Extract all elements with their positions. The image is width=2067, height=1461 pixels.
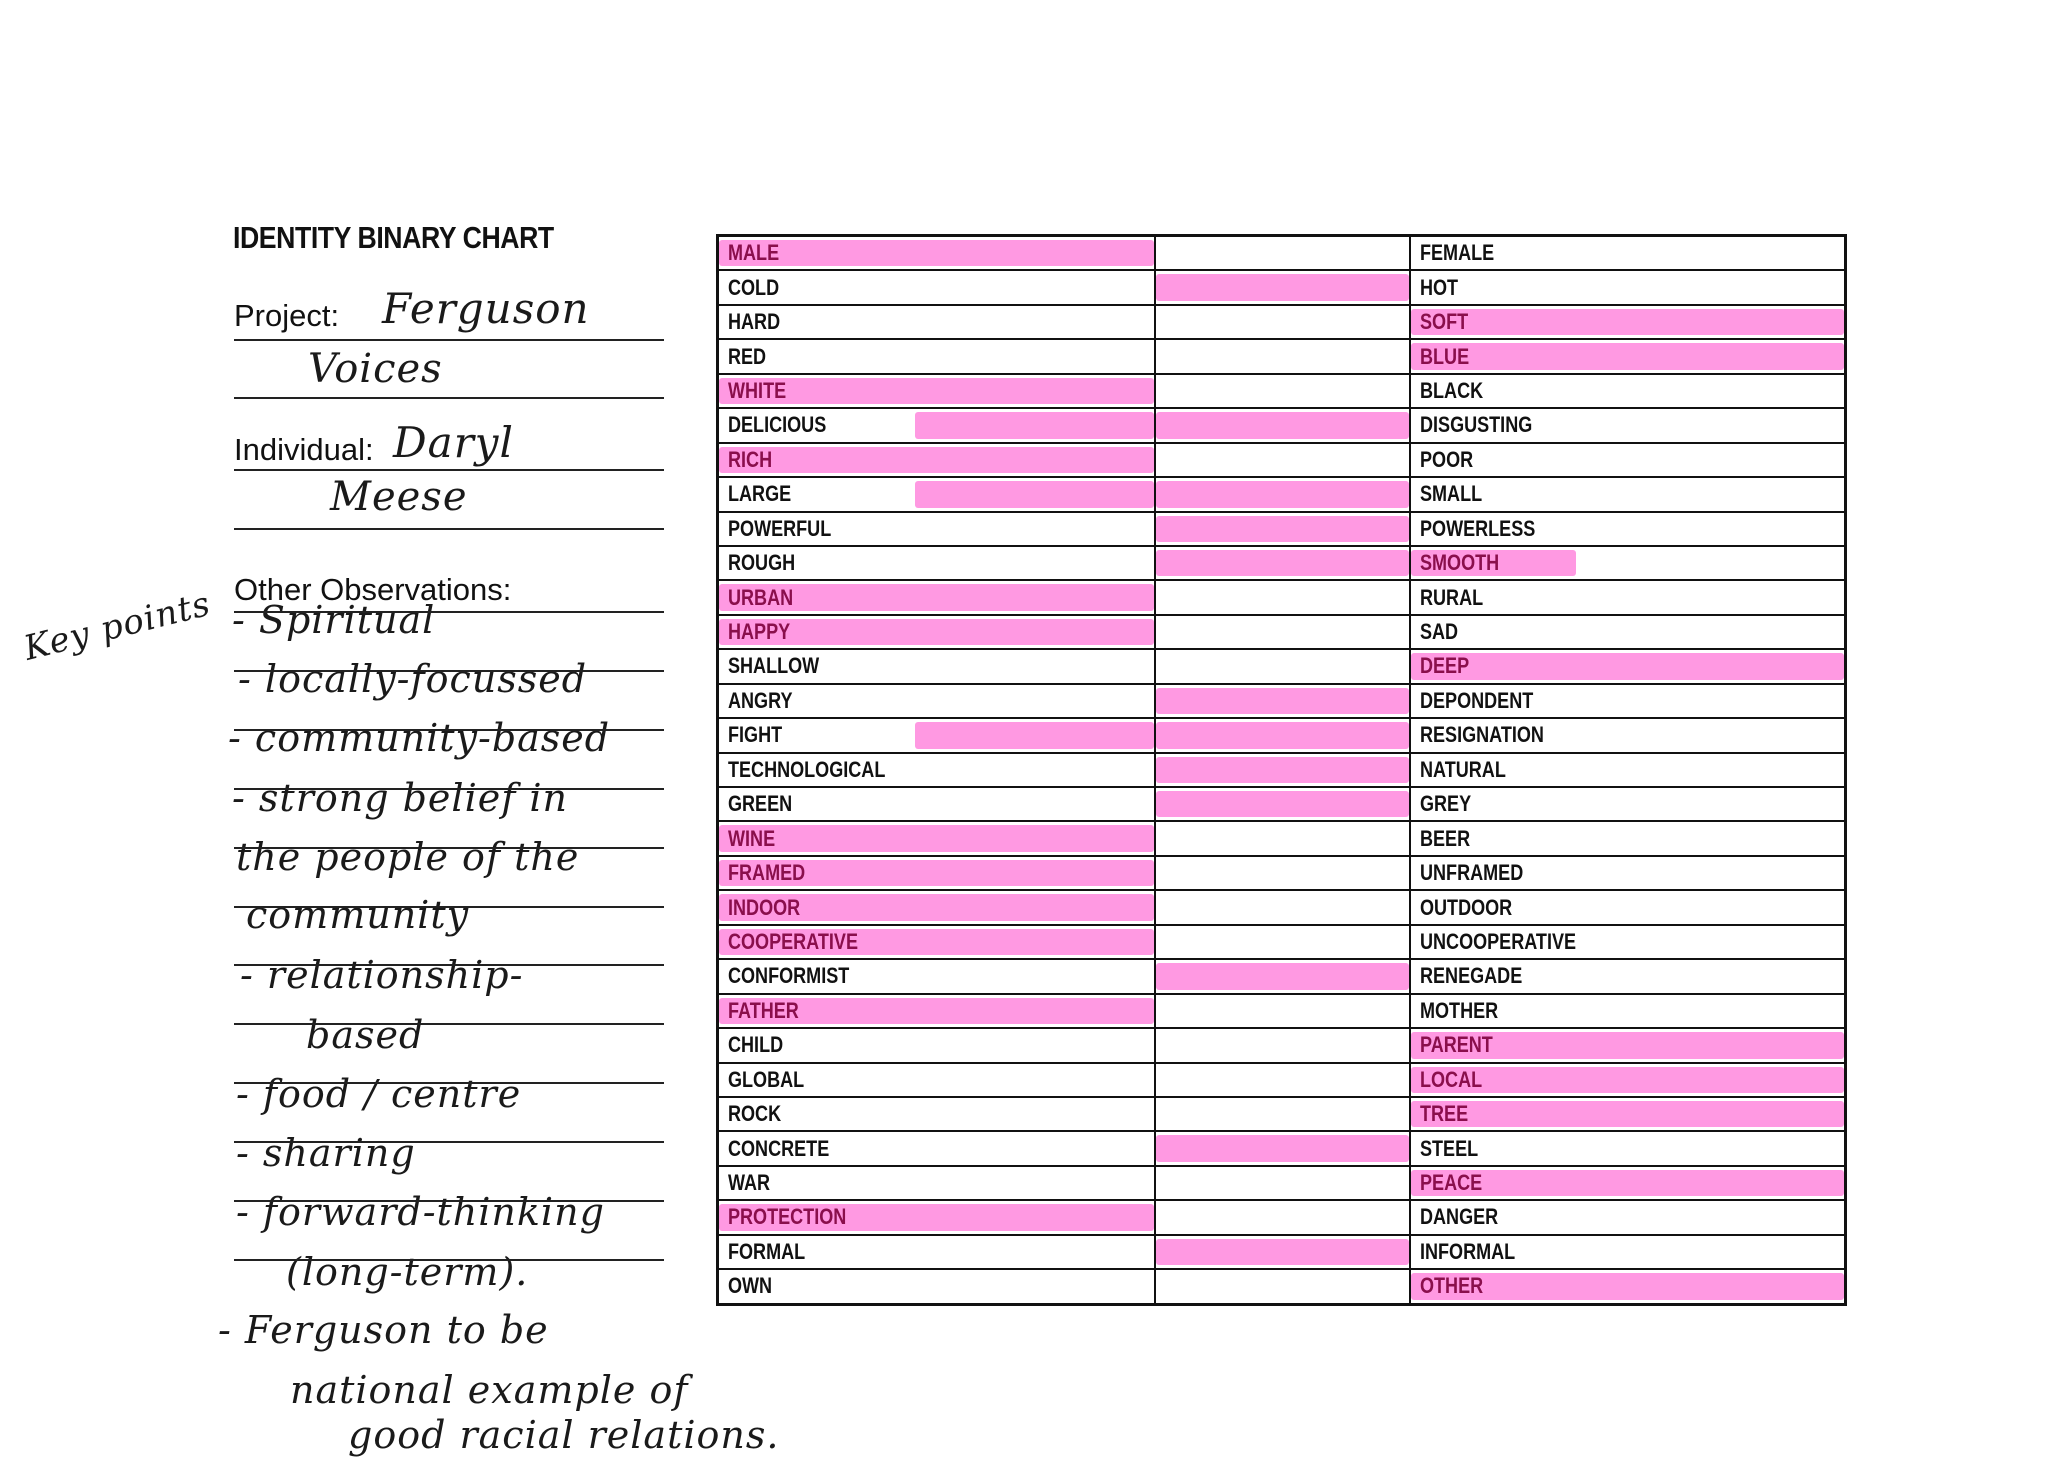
right-term: SMOOTH (1420, 550, 1500, 576)
chart-row (718, 1166, 1846, 1200)
highlighter-mark (1156, 1135, 1409, 1161)
left-term-cell (718, 374, 1156, 408)
chart-row (718, 1235, 1846, 1269)
right-term-cell (1410, 443, 1846, 477)
middle-cell (1155, 236, 1410, 271)
right-term-cell (1410, 477, 1846, 511)
chart-row (718, 615, 1846, 649)
highlighter-mark (1411, 309, 1844, 335)
left-term-cell (718, 718, 1156, 752)
individual-line-2 (234, 528, 664, 530)
observation-line: national example of (290, 1368, 689, 1412)
left-term-cell (718, 270, 1156, 304)
chart-row (718, 305, 1846, 339)
project-line-1 (234, 339, 664, 341)
left-term: FATHER (728, 997, 799, 1023)
right-term-cell (1410, 305, 1846, 339)
left-term: ANGRY (728, 687, 793, 713)
right-term: BLACK (1420, 377, 1484, 403)
observation-rule (234, 611, 664, 613)
left-term-cell (718, 1131, 1156, 1165)
middle-cell (1155, 1200, 1410, 1234)
middle-cell (1155, 374, 1410, 408)
observation-line: - Spiritual (232, 598, 436, 642)
chart-row (718, 787, 1846, 821)
left-term: TECHNOLOGICAL (728, 756, 886, 782)
highlighter-mark (1156, 963, 1409, 989)
chart-row (718, 443, 1846, 477)
left-term: CONCRETE (728, 1135, 830, 1161)
middle-cell (1155, 684, 1410, 718)
left-term: FIGHT (728, 722, 783, 748)
middle-cell (1155, 753, 1410, 787)
chart-row (718, 925, 1846, 959)
highlighter-mark (1156, 274, 1409, 300)
right-term: UNCOOPERATIVE (1420, 928, 1577, 954)
individual-label: Individual: (234, 432, 374, 467)
left-term: CONFORMIST (728, 963, 850, 989)
chart-row (718, 684, 1846, 718)
individual-value-line2: Meese (330, 474, 468, 520)
left-term-cell (718, 925, 1156, 959)
highlighter-mark (1156, 550, 1409, 576)
right-term: TREE (1420, 1101, 1469, 1127)
highlighter-mark (1156, 757, 1409, 783)
middle-cell (1155, 856, 1410, 890)
right-term-cell (1410, 512, 1846, 546)
highlighter-mark (915, 722, 1154, 748)
middle-cell (1155, 615, 1410, 649)
right-term-cell (1410, 890, 1846, 924)
right-term-cell (1410, 1200, 1846, 1234)
highlighter-mark (1156, 516, 1409, 542)
chart-row (718, 1063, 1846, 1097)
middle-cell (1155, 546, 1410, 580)
observation-rule (234, 964, 664, 966)
left-term-cell (718, 1028, 1156, 1062)
chart-row (718, 236, 1846, 271)
right-term-cell (1410, 1097, 1846, 1131)
right-term-cell (1410, 236, 1846, 271)
project-line-2 (234, 397, 664, 399)
project-value-line2: Voices (308, 346, 443, 392)
chart-row (718, 512, 1846, 546)
highlighter-mark (1411, 653, 1844, 679)
left-term-cell (718, 1063, 1156, 1097)
left-term: WINE (728, 825, 776, 851)
middle-cell (1155, 821, 1410, 855)
observation-line: - locally-focussed (238, 657, 588, 701)
left-term-cell (718, 477, 1156, 511)
observation-line: - forward-thinking (236, 1190, 605, 1234)
left-term-cell (718, 443, 1156, 477)
chart-row (718, 477, 1846, 511)
left-term-cell (718, 546, 1156, 580)
highlighter-mark (719, 825, 1154, 851)
right-term: STEEL (1420, 1135, 1479, 1161)
left-term: FORMAL (728, 1238, 806, 1264)
right-term: DEPONDENT (1420, 687, 1534, 713)
highlighter-mark (915, 412, 1154, 438)
middle-cell (1155, 1097, 1410, 1131)
right-term: RESIGNATION (1420, 722, 1544, 748)
observation-rule (234, 1200, 664, 1202)
left-term: HAPPY (728, 619, 791, 645)
observation-line: good racial relations. (348, 1413, 780, 1457)
left-term: COOPERATIVE (728, 928, 858, 954)
middle-cell (1155, 1063, 1410, 1097)
observation-rule (234, 847, 664, 849)
right-term: FEMALE (1420, 240, 1495, 266)
highlighter-mark (1156, 688, 1409, 714)
right-term: SAD (1420, 619, 1459, 645)
left-term-cell (718, 856, 1156, 890)
observation-rule (234, 906, 664, 908)
left-term-cell (718, 339, 1156, 373)
left-term-cell (718, 1166, 1156, 1200)
left-term-cell (718, 684, 1156, 718)
right-term-cell (1410, 1028, 1846, 1062)
left-term-cell (718, 753, 1156, 787)
highlighter-mark (1156, 412, 1409, 438)
right-term-cell (1410, 270, 1846, 304)
right-term: OTHER (1420, 1273, 1484, 1299)
left-term: OWN (728, 1273, 773, 1299)
highlighter-mark (719, 447, 1154, 473)
right-term-cell (1410, 1166, 1846, 1200)
individual-line-1 (234, 469, 664, 471)
observation-line: the people of the (236, 835, 580, 879)
observation-rule (234, 788, 664, 790)
chart-row (718, 718, 1846, 752)
right-term: DANGER (1420, 1204, 1499, 1230)
middle-cell (1155, 305, 1410, 339)
left-term-cell (718, 1097, 1156, 1131)
left-term-cell (718, 408, 1156, 442)
right-term-cell (1410, 994, 1846, 1028)
right-term: BLUE (1420, 343, 1470, 369)
left-term: URBAN (728, 584, 794, 610)
left-term: DELICIOUS (728, 412, 827, 438)
right-term-cell (1410, 787, 1846, 821)
middle-cell (1155, 1269, 1410, 1304)
right-term: DEEP (1420, 653, 1470, 679)
middle-cell (1155, 1235, 1410, 1269)
chart-row (718, 1028, 1846, 1062)
project-value-line1: Ferguson (382, 284, 590, 333)
right-term-cell (1410, 856, 1846, 890)
chart-row (718, 580, 1846, 614)
chart-row (718, 408, 1846, 442)
observation-rule (234, 729, 664, 731)
chart-row (718, 1097, 1846, 1131)
middle-cell (1155, 1028, 1410, 1062)
right-term-cell (1410, 615, 1846, 649)
right-term-cell (1410, 1063, 1846, 1097)
individual-value-line1: Daryl (393, 418, 514, 467)
highlighter-mark (1156, 481, 1409, 507)
chart-row (718, 753, 1846, 787)
right-term: NATURAL (1420, 756, 1506, 782)
left-term: FRAMED (728, 860, 806, 886)
observations-label: Other Observations: (234, 572, 512, 607)
key-points-note: Key points (20, 583, 215, 669)
right-term-cell (1410, 374, 1846, 408)
middle-cell (1155, 477, 1410, 511)
middle-cell (1155, 890, 1410, 924)
left-term-cell (718, 236, 1156, 271)
left-term: CHILD (728, 1032, 784, 1058)
right-term: MOTHER (1420, 997, 1499, 1023)
middle-cell (1155, 649, 1410, 683)
right-term: INFORMAL (1420, 1238, 1516, 1264)
left-term-cell (718, 1269, 1156, 1304)
right-term-cell (1410, 753, 1846, 787)
right-term-cell (1410, 1235, 1846, 1269)
chart-row (718, 856, 1846, 890)
chart-row (718, 1269, 1846, 1304)
left-term: RICH (728, 446, 773, 472)
left-term-cell (718, 305, 1156, 339)
middle-cell (1155, 408, 1410, 442)
chart-row (718, 546, 1846, 580)
middle-cell (1155, 959, 1410, 993)
observation-rule (234, 670, 664, 672)
left-term: COLD (728, 274, 780, 300)
right-term-cell (1410, 821, 1846, 855)
chart-row (718, 821, 1846, 855)
chart-row (718, 994, 1846, 1028)
middle-cell (1155, 270, 1410, 304)
highlighter-mark (1411, 1101, 1844, 1127)
left-term-cell (718, 890, 1156, 924)
right-term: UNFRAMED (1420, 860, 1524, 886)
middle-cell (1155, 787, 1410, 821)
left-term: LARGE (728, 481, 792, 507)
right-term-cell (1410, 718, 1846, 752)
left-term-cell (718, 1235, 1156, 1269)
observation-line: - sharing (236, 1131, 416, 1175)
left-term: MALE (728, 240, 780, 266)
highlighter-mark (915, 481, 1154, 507)
right-term-cell (1410, 580, 1846, 614)
middle-cell (1155, 443, 1410, 477)
right-term: PEACE (1420, 1170, 1483, 1196)
observation-line: - relationship- (240, 953, 524, 997)
chart-row (718, 1131, 1846, 1165)
observation-rule (234, 1082, 664, 1084)
left-term-cell (718, 1200, 1156, 1234)
middle-cell (1155, 994, 1410, 1028)
right-term-cell (1410, 684, 1846, 718)
chart-row (718, 1200, 1846, 1234)
chart-row (718, 649, 1846, 683)
observation-line: - Ferguson to be (218, 1308, 549, 1352)
right-term-cell (1410, 925, 1846, 959)
right-term-cell (1410, 546, 1846, 580)
observation-rule (234, 1023, 664, 1025)
middle-cell (1155, 925, 1410, 959)
right-term-cell (1410, 959, 1846, 993)
right-term: RURAL (1420, 584, 1484, 610)
left-term-cell (718, 959, 1156, 993)
left-term-cell (718, 580, 1156, 614)
middle-cell (1155, 1131, 1410, 1165)
middle-cell (1155, 580, 1410, 614)
project-label: Project: (234, 298, 340, 333)
middle-cell (1155, 512, 1410, 546)
right-term: GREY (1420, 791, 1472, 817)
observation-line: - strong belief in (232, 776, 568, 820)
right-term: PARENT (1420, 1032, 1493, 1058)
right-term: POWERLESS (1420, 515, 1536, 541)
right-term-cell (1410, 649, 1846, 683)
left-term-cell (718, 649, 1156, 683)
highlighter-mark (1411, 343, 1844, 369)
chart-title: IDENTITY BINARY CHART (233, 220, 554, 255)
right-term-cell (1410, 1269, 1846, 1304)
left-term: PROTECTION (728, 1204, 847, 1230)
left-term: WHITE (728, 377, 787, 403)
chart-row (718, 959, 1846, 993)
left-term: HARD (728, 309, 781, 335)
middle-cell (1155, 339, 1410, 373)
left-term-cell (718, 787, 1156, 821)
left-term: ROCK (728, 1101, 782, 1127)
left-term-cell (718, 821, 1156, 855)
left-term: SHALLOW (728, 653, 820, 679)
left-term: WAR (728, 1170, 771, 1196)
observation-line: (long-term). (286, 1250, 529, 1294)
left-term-cell (718, 994, 1156, 1028)
chart-row (718, 374, 1846, 408)
observation-line: based (306, 1013, 425, 1057)
highlighter-mark (1156, 791, 1409, 817)
left-term: ROUGH (728, 550, 796, 576)
right-term: HOT (1420, 274, 1459, 300)
observation-line: community (246, 893, 470, 937)
observation-rule (234, 1141, 664, 1143)
right-term: DISGUSTING (1420, 412, 1533, 438)
right-term-cell (1410, 339, 1846, 373)
right-term: SOFT (1420, 309, 1469, 335)
left-term-cell (718, 512, 1156, 546)
right-term: BEER (1420, 825, 1471, 851)
middle-cell (1155, 718, 1410, 752)
observation-line: - food / centre (236, 1072, 522, 1116)
observation-rule (234, 1259, 664, 1261)
right-term-cell (1410, 1131, 1846, 1165)
binary-chart-table (716, 234, 1847, 1306)
left-term: INDOOR (728, 894, 801, 920)
middle-cell (1155, 1166, 1410, 1200)
chart-row (718, 890, 1846, 924)
right-term: POOR (1420, 446, 1474, 472)
observation-line: - community-based (228, 716, 611, 760)
right-term: RENEGADE (1420, 963, 1523, 989)
highlighter-mark (1156, 1239, 1409, 1265)
right-term: LOCAL (1420, 1066, 1483, 1092)
left-term-cell (718, 615, 1156, 649)
left-term: GREEN (728, 791, 793, 817)
highlighter-mark (719, 240, 1154, 266)
right-term: OUTDOOR (1420, 894, 1513, 920)
left-term: POWERFUL (728, 515, 832, 541)
right-term: SMALL (1420, 481, 1483, 507)
chart-row (718, 270, 1846, 304)
right-term-cell (1410, 408, 1846, 442)
chart-row (718, 339, 1846, 373)
highlighter-mark (1156, 722, 1409, 748)
left-term: GLOBAL (728, 1066, 805, 1092)
left-term: RED (728, 343, 767, 369)
